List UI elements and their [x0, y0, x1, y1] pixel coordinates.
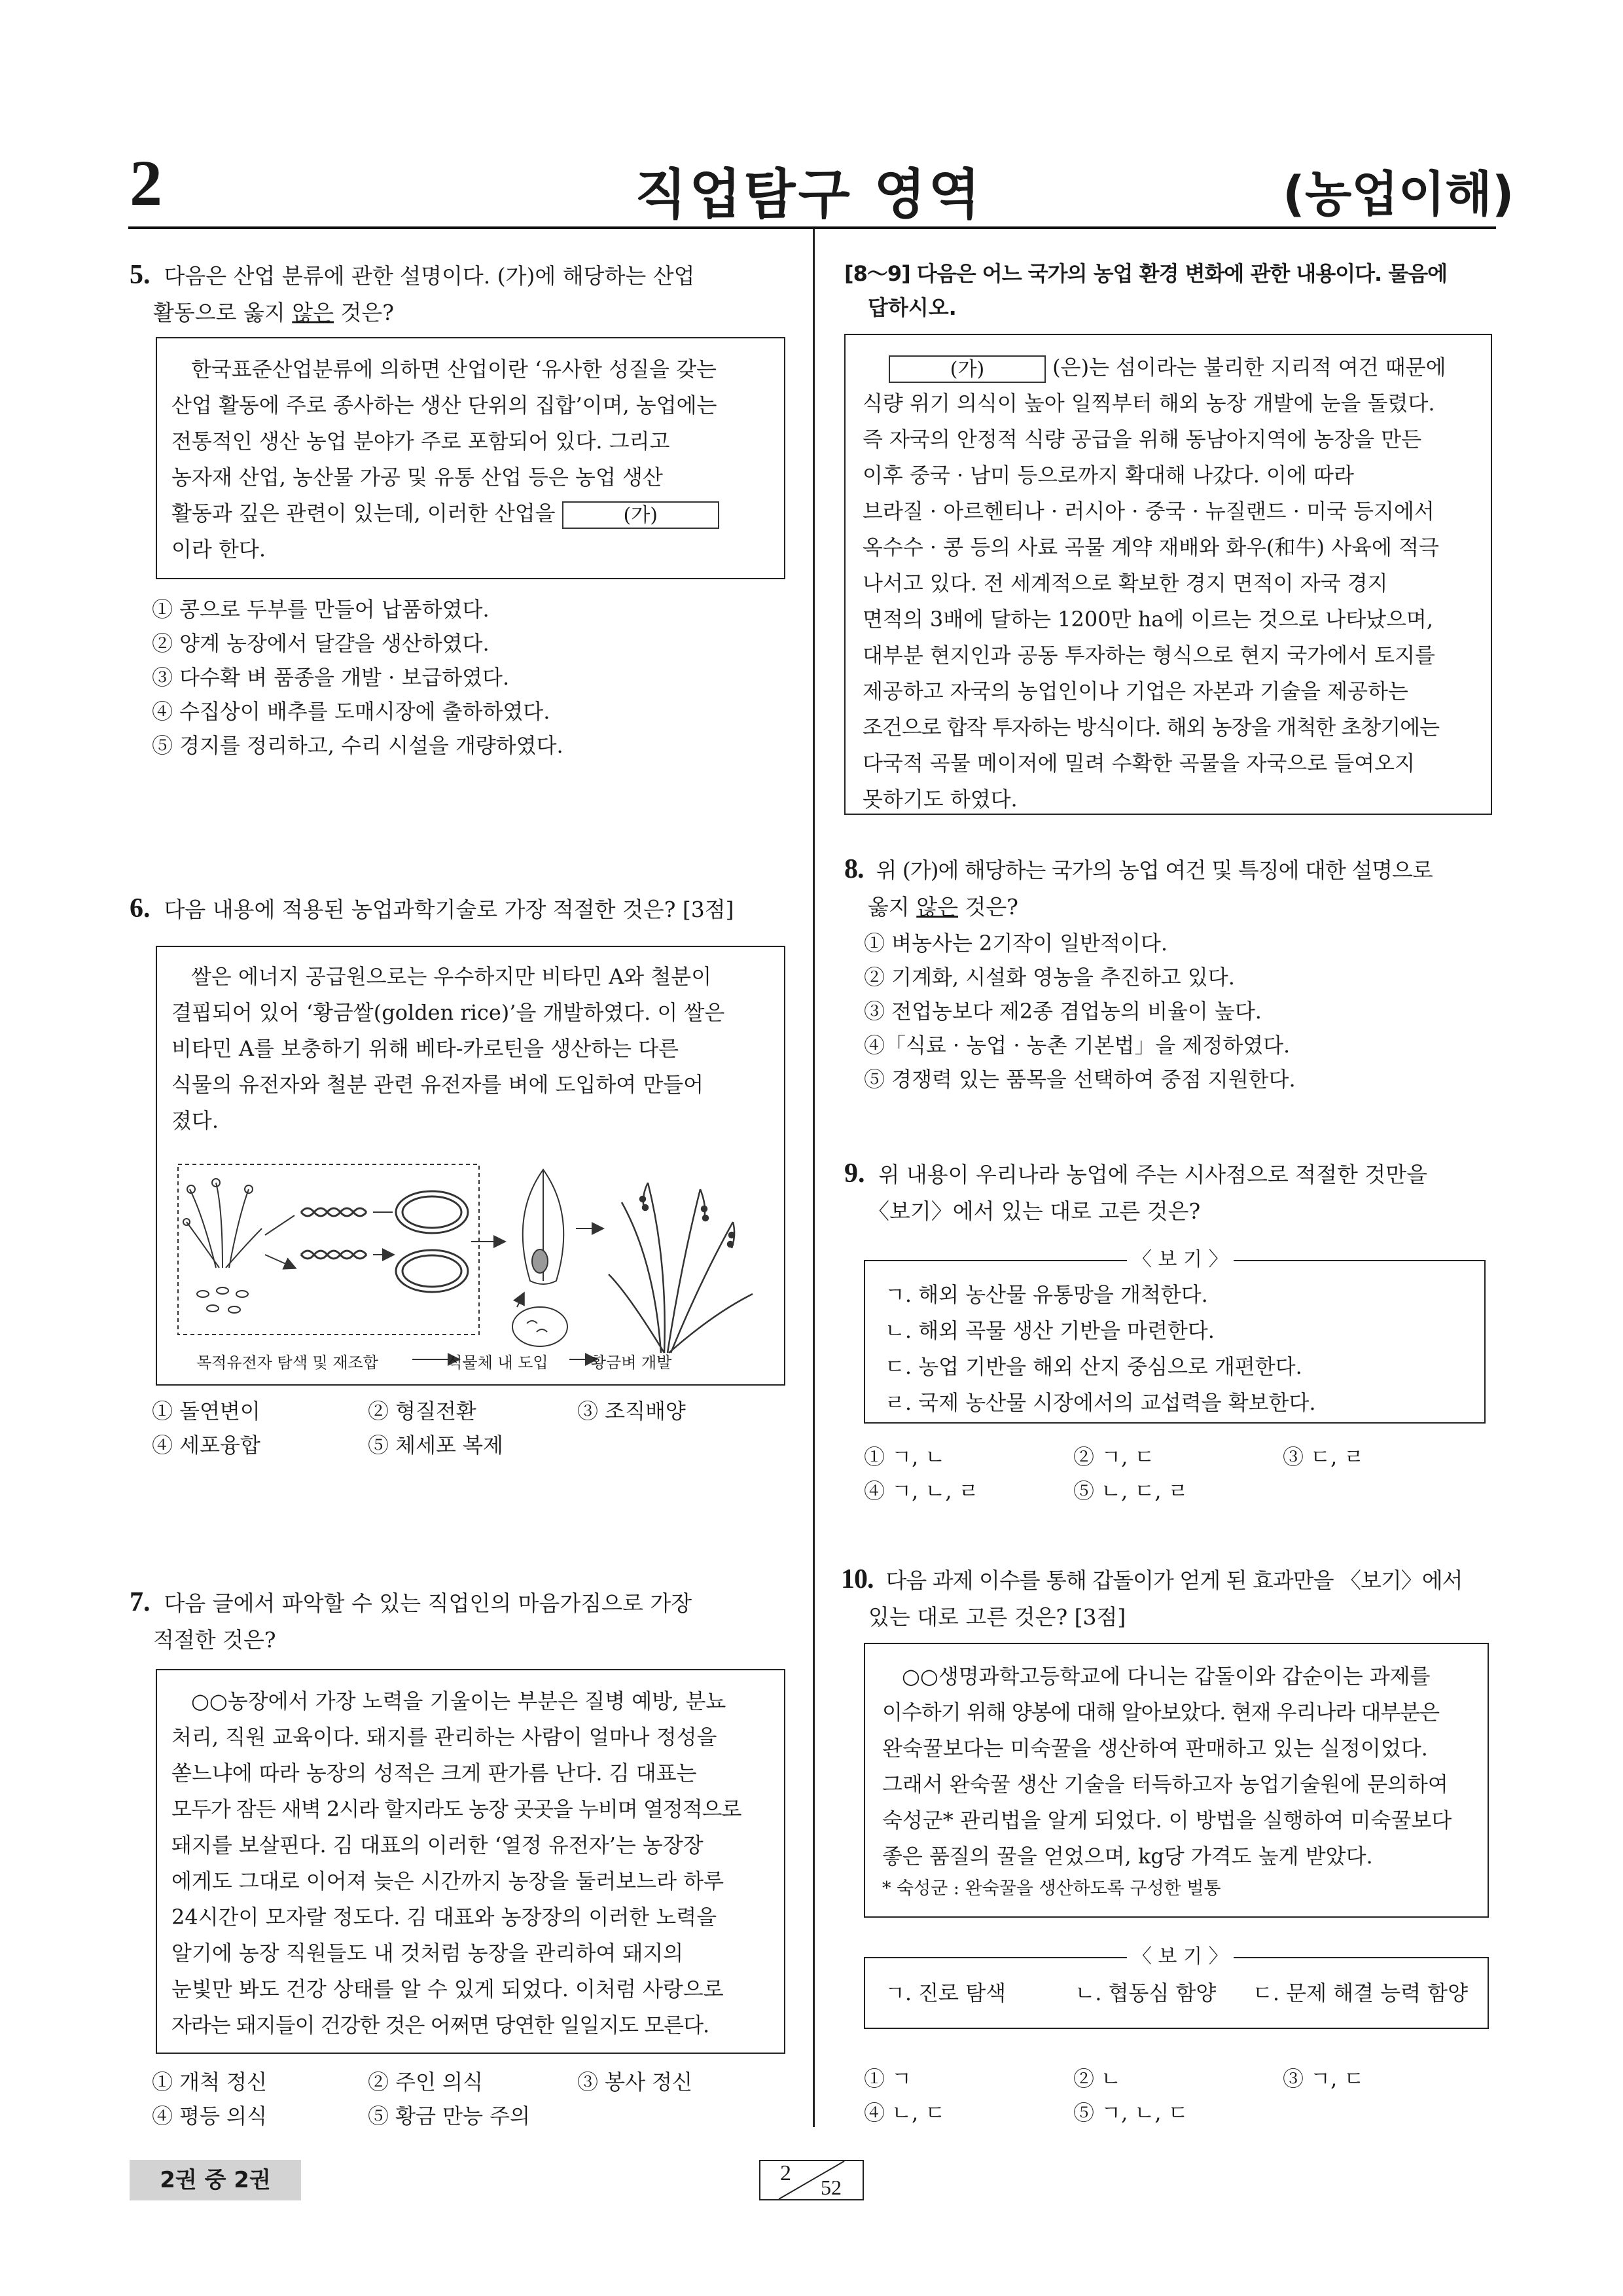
option-5[interactable]: ⑤ 체세포 복제	[368, 1433, 503, 1458]
option-2[interactable]: ② ㄴ	[1073, 2066, 1122, 2091]
figure-caption	[196, 1350, 671, 1372]
cell-icon	[512, 1307, 567, 1346]
passage-line: 한국표준산업분류에 의하면 산업이란 ‘유사한 성질을 갖는	[191, 357, 717, 382]
option-2[interactable]: ② 기계화, 시설화 영농을 추진하고 있다.	[864, 965, 1235, 990]
options-list	[152, 1394, 780, 1462]
question-8	[844, 851, 1499, 925]
option-3[interactable]: ③ 전업농보다 제2종 겸업농의 비율이 높다.	[864, 999, 1262, 1024]
option-1[interactable]: ① 콩으로 두부를 만들어 납품하였다.	[152, 597, 490, 622]
bogi-box	[864, 1945, 1489, 2029]
bogi-item: ㄴ. 해외 곡물 생산 기반을 마련한다.	[885, 1318, 1215, 1343]
passage-line: 좋은 품질의 꿀을 얻었으며, kg당 가격도 높게 받았다.	[882, 1844, 1373, 1869]
option-5[interactable]: ⑤ 황금 만능 주의	[368, 2104, 530, 2128]
passage-line: 비타민 A를 보충하기 위해 베타-카로틴을 생산하는 다른	[171, 1036, 679, 1061]
passage-line: 산업 활동에 주로 종사하는 생산 단위의 집합’이며, 농업에는	[171, 393, 717, 418]
passage-line: 이수하기 위해 양봉에 대해 알아보았다. 현재 우리나라 대부분은	[882, 1700, 1440, 1725]
passage-line: 눈빛만 봐도 건강 상태를 알 수 있게 되었다. 이처럼 사랑으로	[171, 1977, 724, 2001]
question-9	[844, 1155, 1499, 1230]
page-number: 2	[130, 147, 162, 219]
question-number: 7.	[130, 1587, 151, 1617]
options-list	[864, 2062, 1486, 2130]
dna-strand-icons	[301, 1208, 366, 1259]
option-2[interactable]: ② 주인 의식	[368, 2070, 483, 2094]
option-4[interactable]: ④ 세포융합	[152, 1433, 260, 1458]
bogi-item: ㄹ. 국제 농산물 시장에서의 교섭력을 확보한다.	[885, 1390, 1316, 1415]
passage-line: ○○농장에서 가장 노력을 기울이는 부분은 질병 예방, 분뇨	[191, 1689, 726, 1713]
passage-line: 제공하고 자국의 농업인이나 기업은 자본과 기술을 제공하는	[863, 679, 1408, 704]
passage-line: 브라질 · 아르헨티나 · 러시아 · 중국 · 뉴질랜드 · 미국 등지에서	[863, 499, 1435, 524]
options-list	[152, 2065, 780, 2133]
caption-step-3: 황금벼 개발	[590, 1354, 672, 1372]
option-1[interactable]: ① 돌연변이	[152, 1399, 260, 1424]
option-5[interactable]: ⑤ ㄴ, ㄷ, ㄹ	[1073, 1479, 1188, 1503]
shared-instruction	[844, 257, 1447, 325]
option-5[interactable]: ⑤ 경쟁력 있는 품목을 선택하여 중점 지원한다.	[864, 1067, 1296, 1092]
source-plant-icon	[183, 1179, 262, 1268]
passage-line: 완숙꿀보다는 미숙꿀을 생산하여 판매하고 있는 실정이었다.	[882, 1736, 1428, 1761]
passage-box	[844, 334, 1492, 815]
footnote: * 숙성군 : 완숙꿀을 생산하도록 구성한 벌통	[882, 1878, 1221, 1899]
passage-box	[156, 946, 785, 1386]
passage-line: 알기에 농장 직원들도 내 것처럼 농장을 관리하여 돼지의	[171, 1941, 684, 1965]
passage-line: 전통적인 생산 농업 분야가 주로 포함되어 있다. 그리고	[171, 429, 670, 454]
passage-line: 모두가 잠든 새벽 2시라 할지라도 농장 곳곳을 누비며 열정적으로	[171, 1797, 741, 1821]
options-list	[152, 592, 563, 762]
question-stem: 위 (가)에 해당하는 국가의 농업 여건 및 특징에 대한 설명으로	[876, 857, 1433, 883]
option-4[interactable]: ④ 수집상이 배추를 도매시장에 출하하였다.	[152, 699, 550, 724]
bogi-item: ㄴ. 협동심 함양	[1075, 1981, 1217, 2005]
caption-step-2: 식물체 내 도입	[447, 1354, 548, 1372]
question-stem: 다음 글에서 파악할 수 있는 직업인의 마음가짐으로 가장	[164, 1590, 692, 1616]
passage-line: 나서고 있다. 전 세계적으로 확보한 경지 면적이 자국 경지	[863, 571, 1388, 596]
question-number: 10.	[841, 1564, 874, 1594]
bogi-item: ㄷ. 농업 기반을 해외 산지 중심으로 개편한다.	[885, 1354, 1302, 1379]
passage-line: 쏟느냐에 따라 농장의 성적은 크게 판가름 난다. 김 대표는	[171, 1761, 697, 1785]
passage-line: 농자재 산업, 농산물 가공 및 유통 산업 등은 농업 생산	[171, 465, 663, 490]
option-1[interactable]: ① 개척 정신	[152, 2070, 267, 2094]
question-10	[841, 1561, 1495, 1636]
option-5[interactable]: ⑤ ㄱ, ㄴ, ㄷ	[1073, 2100, 1188, 2125]
column-divider	[813, 229, 815, 2127]
question-number: 9.	[844, 1158, 865, 1189]
passage-line: 숙성군* 관리법을 알게 되었다. 이 방법을 실행하여 미숙꿀보다	[882, 1808, 1452, 1833]
question-stem-cont: 적절한 것은?	[153, 1627, 276, 1653]
option-4[interactable]: ④ 평등 의식	[152, 2104, 267, 2128]
page-current: 2	[780, 2161, 791, 2185]
passage-line: (은)는 섬이라는 불리한 지리적 여건 때문에	[1052, 355, 1446, 380]
bogi-item: ㄱ. 진로 탐색	[885, 1981, 1007, 2005]
passage-line: 식물의 유전자와 철분 관련 유전자를 벼에 도입하여 만들어	[171, 1072, 704, 1097]
question-stem: 위 내용이 우리나라 농업에 주는 시사점으로 적절한 것만을	[878, 1162, 1427, 1187]
option-4[interactable]: ④ ㄴ, ㄷ	[864, 2100, 946, 2125]
passage-line: 활동과 깊은 관련이 있는데, 이러한 산업을	[171, 501, 556, 526]
question-stem-cont: 활동으로 옳지	[153, 300, 293, 325]
option-4[interactable]: ④ ㄱ, ㄴ, ㄹ	[864, 1479, 979, 1503]
option-1[interactable]: ① ㄱ, ㄴ	[864, 1444, 946, 1469]
passage-line: 결핍되어 있어 ‘황금쌀(golden rice)’을 개발하였다. 이 쌀은	[171, 1000, 725, 1025]
option-3[interactable]: ③ ㄷ, ㄹ	[1283, 1444, 1364, 1469]
passage-line: 24시간이 모자랄 정도다. 김 대표와 농장장의 이러한 노력을	[171, 1905, 717, 1929]
passage-box	[156, 1669, 785, 2054]
blank-box: (가)	[889, 355, 1046, 383]
question-6	[130, 890, 734, 928]
question-number: 8.	[844, 854, 864, 884]
instruction-line: [8～9] 다음은 어느 국가의 농업 환경 변화에 관한 내용이다. 물음에	[844, 261, 1448, 286]
passage-line: 옥수수 · 콩 등의 사료 곡물 계약 재배와 화우(和牛) 사육에 적극	[863, 535, 1439, 560]
options-list	[864, 1440, 1486, 1508]
question-stem: 다음 내용에 적용된 농업과학기술로 가장 적절한 것은? [3점]	[164, 897, 734, 922]
passage-line: 졌다.	[171, 1108, 219, 1133]
option-3[interactable]: ③ 봉사 정신	[577, 2070, 692, 2094]
passage-line: 다국적 곡물 메이저에 밀려 수확한 곡물을 자국으로 들여오지	[863, 751, 1416, 776]
plasmid-icons	[396, 1191, 468, 1292]
passage-box	[156, 337, 785, 579]
question-7	[130, 1584, 791, 1659]
passage-line: 이라 한다.	[171, 537, 266, 562]
blank-box: (가)	[562, 501, 719, 529]
passage-line: 쌀은 에너지 공급원으로는 우수하지만 비타민 A와 철분이	[191, 964, 712, 989]
volume-label: 2권 중 2권	[130, 2160, 301, 2200]
emphasis-underline: 않은	[916, 894, 959, 920]
bogi-title: 〈 보 기 〉	[1127, 1247, 1234, 1273]
caption-step-1: 목적유전자 탐색 및 재조합	[196, 1354, 378, 1372]
page-title: 직업탐구 영역	[635, 164, 983, 226]
option-3[interactable]: ③ 조직배양	[577, 1399, 686, 1424]
passage-line: 에게도 그대로 이어져 늦은 시간까지 농장을 둘러보느라 하루	[171, 1869, 724, 1893]
options-list	[864, 926, 1296, 1096]
bogi-title: 〈 보 기 〉	[1127, 1944, 1234, 1970]
page-indicator-slash	[759, 2160, 864, 2200]
option-3[interactable]: ③ 다수확 벼 품종을 개발 · 보급하였다.	[152, 665, 510, 690]
passage-box	[864, 1643, 1489, 1918]
bogi-item: ㄱ. 해외 농산물 유통망을 개척한다.	[885, 1282, 1208, 1307]
option-2[interactable]: ② 형질전환	[368, 1399, 476, 1424]
passage-line: 대부분 현지인과 공동 투자하는 형식으로 현지 국가에서 토지를	[863, 643, 1435, 668]
passage-line: 이후 중국 · 남미 등으로까지 확대해 나갔다. 이에 따라	[863, 463, 1354, 488]
header-rule	[128, 226, 1496, 229]
passage-line: 식량 위기 의식이 높아 일찍부터 해외 농장 개발에 눈을 돌렸다.	[863, 391, 1435, 416]
option-1[interactable]: ① ㄱ	[864, 2066, 912, 2091]
bogi-box	[864, 1248, 1486, 1424]
passage-line: ○○생명과학고등학교에 다니는 갑돌이와 갑순이는 과제를	[902, 1664, 1431, 1689]
passage-line: 면적의 3배에 달하는 1200만 ha에 이르는 것으로 나타났으며,	[863, 607, 1434, 632]
passage-line: 즉 자국의 안정적 식량 공급을 위해 동남아지역에 농장을 만든	[863, 427, 1422, 452]
subject-name: (농업이해)	[1283, 166, 1514, 223]
golden-rice-figure	[177, 1163, 766, 1372]
page-total: 52	[821, 2176, 842, 2199]
rice-grain-icon	[523, 1170, 564, 1284]
bogi-item: ㄷ. 문제 해결 능력 함양	[1252, 1981, 1468, 2005]
instruction-line: 답하시오.	[868, 295, 957, 320]
option-2[interactable]: ② ㄱ, ㄷ	[1073, 1444, 1155, 1469]
question-number: 6.	[130, 893, 151, 924]
passage-line: 자라는 돼지들이 건강한 것은 어쩌면 당연한 일일지도 모른다.	[171, 2013, 709, 2037]
question-stem: 다음은 산업 분류에 관한 설명이다. (가)에 해당하는 산업	[164, 263, 695, 289]
passage-line: 못하기도 하였다.	[863, 787, 1018, 812]
passage-line: 처리, 직원 교육이다. 돼지를 관리하는 사람이 얼마나 정성을	[171, 1725, 717, 1749]
option-5[interactable]: ⑤ 경지를 정리하고, 수리 시설을 개량하였다.	[152, 733, 563, 758]
question-stem: 다음 과제 이수를 통해 갑돌이가 얻게 된 효과만을 〈보기〉에서	[885, 1568, 1463, 1593]
question-stem-cont: 있는 대로 고른 것은? [3점]	[868, 1604, 1126, 1630]
page-indicator	[759, 2160, 864, 2200]
question-number: 5.	[130, 260, 151, 290]
option-1[interactable]: ① 벼농사는 2기작이 일반적이다.	[864, 931, 1168, 956]
passage-line: 조건으로 합작 투자하는 방식이다. 해외 농장을 개척한 초창기에는	[863, 715, 1440, 740]
question-stem-end: 것은?	[334, 300, 394, 325]
question-5	[130, 257, 784, 331]
emphasis-underline: 않은	[292, 300, 334, 325]
passage-line: 그래서 완숙꿀 생산 기술을 터득하고자 농업기술원에 문의하여	[882, 1772, 1448, 1797]
option-2[interactable]: ② 양계 농장에서 달걀을 생산하였다.	[152, 631, 490, 656]
golden-rice-plant-icon	[609, 1183, 753, 1353]
question-stem-cont: 〈보기〉에서 있는 대로 고른 것은?	[868, 1198, 1201, 1224]
option-4[interactable]: ④「식료 · 농업 · 농촌 기본법」을 제정하였다.	[864, 1033, 1291, 1058]
passage-line: 돼지를 보살핀다. 김 대표의 이러한 ‘열정 유전자’는 농장장	[171, 1833, 704, 1857]
question-stem-end: 것은?	[958, 894, 1018, 920]
option-3[interactable]: ③ ㄱ, ㄷ	[1283, 2066, 1364, 2091]
question-stem-cont: 옳지	[868, 894, 917, 920]
seed-icons	[197, 1287, 248, 1313]
